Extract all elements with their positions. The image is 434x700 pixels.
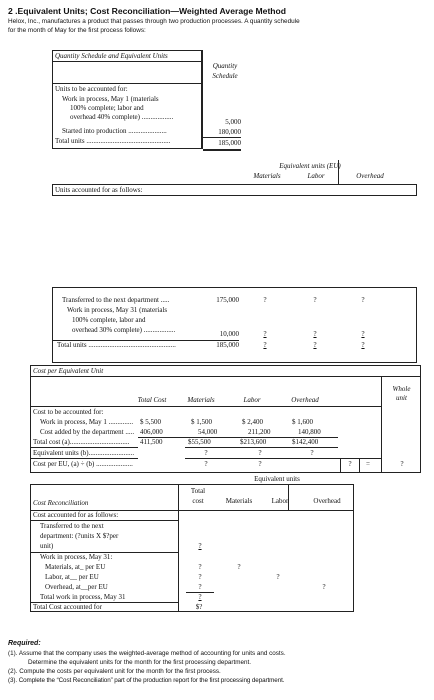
cpu-wip-overhead: $ 1,600 (292, 418, 313, 426)
recon-accounted-as: Cost accounted for as follows: (33, 511, 119, 519)
cpu-col-overhead: Overhead (291, 396, 319, 404)
recon-col-overhead: Overhead (313, 497, 341, 505)
recon-transferred-line1: Transferred to the next (40, 522, 104, 530)
cpu-eu-rule (30, 458, 138, 459)
qs-quantity-divider (201, 50, 202, 149)
qs-total-double-rule (203, 149, 241, 151)
cpu-header-rule (30, 376, 421, 377)
cpu-col-whole-2: unit (396, 394, 407, 402)
qs-started-value: 180,000 (218, 128, 241, 136)
cpu-added-materials: 54,000 (198, 428, 218, 436)
cpu-col-whole-1: Whole (392, 385, 411, 393)
qs-total-value: 185,000 (218, 139, 241, 147)
cpu-totalcost-overhead: $142,400 (292, 438, 319, 446)
cpu-cpeu-labor-q: ? (258, 460, 262, 468)
recon-overhead-label: Overhead, at__per EU (45, 583, 108, 591)
required-item-3: (3). Complete the “Cost Reconciliation” part of the production report for the first processing department. (8, 677, 285, 684)
qs-wip-line1: Work in process, May 1 (materials (62, 95, 159, 103)
recon-labor-label: Labor, at__ per EU (45, 573, 99, 581)
qs-total-rule (203, 137, 241, 138)
cpu-wip-labor: $ 2,400 (242, 418, 263, 426)
cpu-cpeu-whole-q: ? (400, 460, 404, 468)
cpu-totalcost-labor: $213,600 (240, 438, 267, 446)
recon-labor-total-q: ? (198, 573, 202, 581)
recon-materials-eu-q: ? (237, 563, 241, 571)
qs-header: Quantity Schedule and Equivalent Units (55, 52, 168, 60)
transfer-wip-line3: overhead 30% complete) .................. (72, 326, 176, 334)
required-item-2: (2). Compute the costs per equivalent unit for the month for the first process. (8, 668, 221, 675)
recon-rule-1 (30, 520, 178, 521)
qs-units-accounted-label: Units to be accounted for: (55, 85, 128, 93)
transfer-wip-materials-q: ? (263, 330, 267, 338)
transfer-wip-line1: Work in process, May 31 (materials (67, 306, 168, 314)
transfer-label: Transferred to the next department ..... (62, 296, 170, 304)
transfer-wip-value: 10,000 (219, 330, 239, 338)
qs-eu-header: Equivalent units (EU) (279, 162, 341, 170)
recon-overhead-total-q: ? (198, 583, 202, 591)
qs-wip-line3: overhead 40% complete) .................. (70, 113, 174, 121)
recon-materials-label: Materials, at_ per EU (45, 563, 106, 571)
qs-wip-line2: 100% complete; labor and (70, 104, 144, 112)
cpu-eu-overhead-q: ? (310, 449, 314, 457)
recon-total-cost-label: Total Cost accounted for (33, 603, 102, 611)
recon-transferred-line2: department: (?units X $?per (40, 532, 119, 540)
qs-col-quantity: Quantity (212, 62, 238, 70)
transfer-total-label: Total units .................................................. (57, 341, 176, 349)
transfer-value: 175,000 (216, 296, 239, 304)
cpu-col-labor: Labor (243, 396, 261, 404)
cpu-cpeu-label: Cost per EU, (a) ÷ (b) ..................... (33, 460, 133, 468)
page-title: 2 .Equivalent Units; Cost Reconciliation—Weighted Average Method (8, 6, 287, 16)
cpu-totalcost-rule-2 (185, 447, 338, 448)
cpu-added-total: 406,000 (140, 428, 163, 436)
transfer-wip-overhead-q: ? (361, 330, 365, 338)
recon-col-materials: Materials (225, 497, 253, 505)
transfer-overhead-q: ? (361, 296, 365, 304)
qs-total-label: Total units ................................................ (55, 137, 171, 145)
recon-col-total-2: cost (192, 497, 204, 505)
recon-overhead-eu-q: ? (322, 583, 326, 591)
qs-started-label: Started into production ...................... (62, 127, 167, 135)
transfer-wip-line2: 100% complete, labor and (72, 316, 146, 324)
qs-eu-divider (338, 160, 339, 184)
required-header: Required: (8, 640, 41, 647)
recon-transferred-total-q: ? (198, 542, 202, 550)
recon-header: Cost Reconciliation (33, 499, 89, 507)
qs-col-schedule: Schedule (212, 72, 238, 80)
recon-labor-eu-q: ? (276, 573, 280, 581)
intro-line-1: Helox, Inc., manufactures a product that passes through two production processes. A quantity schedule (8, 18, 300, 25)
recon-materials-total-q: ? (198, 563, 202, 571)
required-item-1b: Determine the equivalent units for the month for the first processing department. (28, 659, 251, 666)
recon-total-wip-label: Total work in process, May 31 (40, 593, 126, 601)
transfer-total-materials-q: ? (263, 341, 267, 349)
cpu-wip-total: $ 5,500 (140, 418, 161, 426)
recon-transferred-line3: unit) (40, 542, 54, 550)
recon-wip-label: Work in process, May 31: (40, 553, 113, 561)
qs-col-labor: Labor (307, 172, 325, 180)
cpu-totalcost-label: Total cost (a).................................. (33, 438, 130, 446)
cpu-header: Cost per Equivalent Unit (33, 367, 104, 375)
recon-col-total-1: Total (190, 487, 206, 495)
qs-accounted-as: Units accounted for as follows: (55, 186, 143, 194)
cpu-eu-label: Equivalent units (b).......................... (33, 449, 135, 457)
cpu-cpeu-divider-2 (359, 458, 360, 473)
cpu-col-materials: Materials (187, 396, 215, 404)
cpu-added-overhead: 140,800 (298, 428, 321, 436)
cpu-added-label: Cost added by the department ..... (40, 428, 135, 436)
transfer-total-labor-q: ? (313, 341, 317, 349)
cpu-totalcost-total: 411,500 (140, 438, 163, 446)
qs-col-materials: Materials (253, 172, 281, 180)
cpu-totalcost-materials: $55,500 (188, 438, 211, 446)
cpu-eu-rule-2 (185, 458, 381, 459)
transfer-total-value: 185,000 (216, 341, 239, 349)
cpu-added-labor: 211,200 (248, 428, 271, 436)
transfer-materials-q: ? (263, 296, 267, 304)
qs-col-overhead: Overhead (356, 172, 384, 180)
cpu-wip-materials: $ 1,500 (191, 418, 212, 426)
cpu-totalcost-rule (30, 447, 138, 448)
qs-header-rule (52, 61, 203, 62)
qs-rule-1 (52, 83, 203, 84)
cpu-rule-1 (30, 406, 381, 407)
qs-wip-value: 5,000 (225, 118, 241, 126)
cpu-cpeu-equals: = (366, 460, 370, 468)
recon-total-wip-q: ? (198, 593, 202, 601)
transfer-wip-labor-q: ? (313, 330, 317, 338)
cpu-cpeu-divider-1 (340, 458, 341, 473)
transfer-labor-q: ? (313, 296, 317, 304)
intro-line-2: for the month of May for the first process follows: (8, 27, 146, 34)
recon-eu-label: Equivalent units (254, 475, 300, 483)
transfer-total-overhead-q: ? (361, 341, 365, 349)
cpu-wip-label: Work in process, May 1 .............. (40, 418, 134, 426)
cpu-eu-materials-q: ? (204, 449, 208, 457)
recon-total-cost-value: $? (195, 603, 203, 611)
cpu-col-total-cost: Total Cost (137, 396, 167, 404)
cpu-cpeu-materials-q: ? (204, 460, 208, 468)
cpu-eu-labor-q: ? (258, 449, 262, 457)
required-item-1a: (1). Assume that the company uses the weighted-average method of accounting for units and costs. (8, 650, 286, 657)
recon-col-labor: Labor (271, 497, 289, 505)
cpu-cpeu-overhead-q: ? (348, 460, 352, 468)
cpu-cost-accounted: Cost to be accounted for: (33, 408, 104, 416)
